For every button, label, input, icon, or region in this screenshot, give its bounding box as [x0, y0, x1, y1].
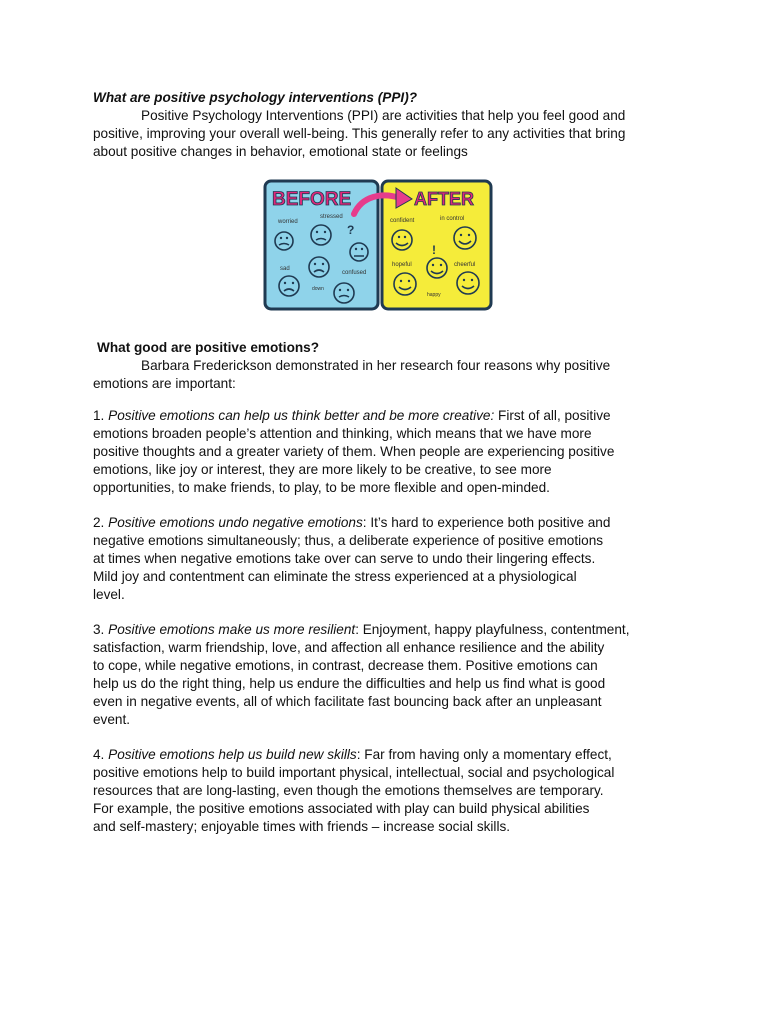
before-word: confused: [342, 270, 367, 276]
point-2-line: level.: [93, 587, 125, 602]
after-word: hopeful: [392, 262, 412, 268]
ppi-paragraph-line: positive, improving your overall well-being. This generally refer to any activities that bring: [93, 126, 626, 141]
before-word: down: [312, 286, 324, 292]
point-title: Positive emotions undo negative emotions: [108, 515, 363, 530]
point-3-line: to cope, while negative emotions, in contrast, decrease them. Positive emotions can: [93, 658, 598, 673]
point-3-line: satisfaction, warm friendship, love, and affection all enhance resilience and the ability: [93, 640, 605, 655]
before-word: stressed: [320, 214, 343, 220]
svg-text:?: ?: [347, 223, 355, 237]
point-1-line: positive thoughts and a greater variety of them. When people are experiencing positive: [93, 444, 615, 459]
point-text: First of all, positive: [494, 408, 611, 423]
after-title: AFTER: [414, 189, 474, 209]
svg-text:!: !: [432, 243, 436, 257]
emotions-intro-line: Barbara Frederickson demonstrated in her research four reasons why positive: [141, 358, 611, 373]
point-1-first-line: [93, 407, 611, 425]
point-text: : It’s hard to experience both positive and: [362, 515, 611, 530]
point-title: Positive emotions make us more resilient: [108, 622, 356, 637]
point-number: 2.: [93, 515, 109, 530]
point-3-line: event.: [93, 712, 131, 727]
point-number: 4.: [93, 747, 109, 762]
point-1-line: emotions, like joy or interest, they are more likely to be creative, to see more: [93, 462, 552, 477]
point-text: : Enjoyment, happy playfulness, contentment,: [355, 622, 630, 637]
point-title: Positive emotions can help us think better and be more creative:: [108, 408, 495, 423]
before-word: worried: [278, 219, 298, 225]
point-4-line: For example, the positive emotions associated with play can build physical abilities: [93, 801, 590, 816]
after-word: confident: [390, 218, 415, 224]
point-number: 1.: [93, 408, 109, 423]
point-4-line: and self-mastery; enjoyable times with friends – increase social skills.: [93, 819, 511, 834]
point-4-first-line: [93, 746, 612, 764]
point-4-line: positive emotions help to build important physical, intellectual, social and psychological: [93, 765, 615, 780]
emotions-intro-line: emotions are important:: [93, 376, 236, 391]
after-word: cheerful: [454, 262, 476, 268]
point-3-line: help us do the right thing, help us endure the difficulties and help us find what is good: [93, 676, 606, 691]
point-2-line: negative emotions simultaneously; thus, a deliberate experience of positive emotions: [93, 533, 604, 548]
point-1-line: emotions broaden people’s attention and thinking, which means that we have more: [93, 426, 592, 441]
point-2-first-line: [93, 514, 610, 532]
point-text: : Far from having only a momentary effect,: [356, 747, 612, 762]
point-number: 3.: [93, 622, 109, 637]
before-after-illustration: [262, 178, 494, 312]
point-3-first-line: [93, 621, 630, 639]
point-title: Positive emotions help us build new skills: [108, 747, 357, 762]
ppi-paragraph-line: about positive changes in behavior, emotional state or feelings: [93, 144, 468, 159]
before-title: BEFORE: [272, 189, 352, 210]
point-2-line: at times when negative emotions take over can serve to undo their lingering effects.: [93, 551, 596, 566]
point-3-line: even in negative events, all of which facilitate fast bouncing back after an unpleasant: [93, 694, 602, 709]
ppi-paragraph-line: Positive Psychology Interventions (PPI) are activities that help you feel good and: [141, 108, 626, 123]
after-word: happy: [427, 292, 441, 298]
point-2-line: Mild joy and contentment can eliminate the stress experienced at a physiological: [93, 569, 577, 584]
point-4-line: resources that are long-lasting, even though the emotions themselves are temporary.: [93, 783, 604, 798]
emotions-heading: What good are positive emotions?: [97, 340, 320, 355]
before-word: sad: [280, 266, 290, 272]
point-1-line: opportunities, to make friends, to play, to be more flexible and open-minded.: [93, 480, 550, 495]
ppi-heading: What are positive psychology interventions (PPI)?: [93, 90, 418, 105]
after-word: in control: [440, 216, 465, 222]
